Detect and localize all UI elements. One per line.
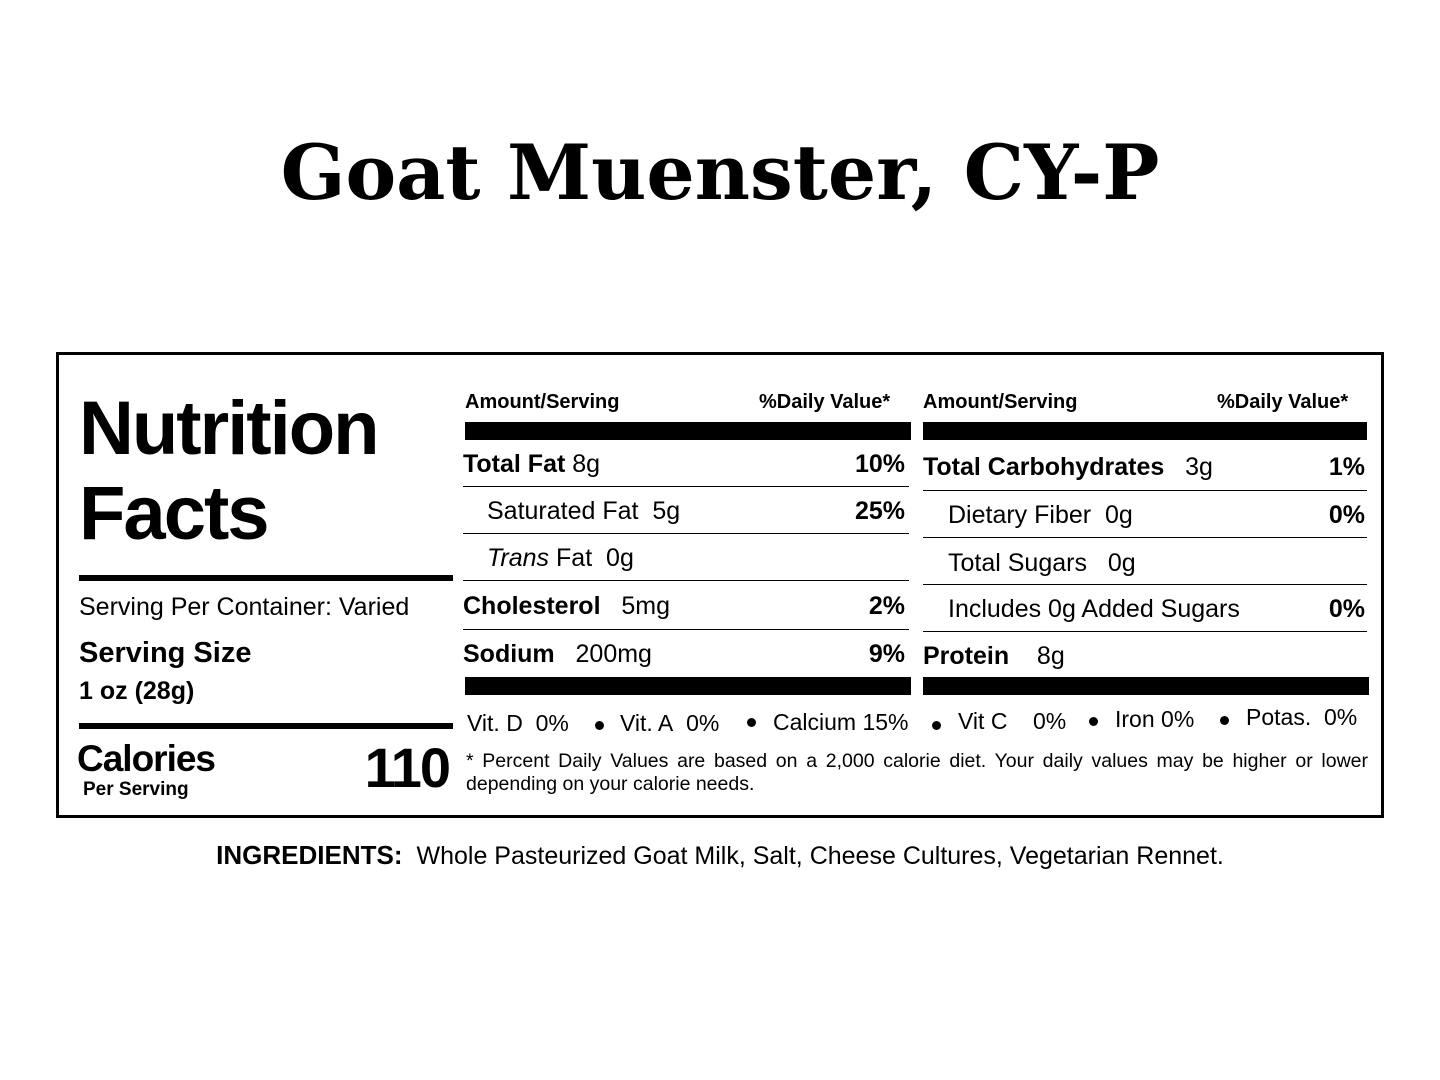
saturated-fat-dv: 25% [854,497,905,525]
potassium: Potas. 0% [1246,704,1358,730]
sodium-dv: 9% [868,640,905,668]
serving-divider [79,723,453,729]
calories-label: Calories [77,738,216,779]
row-divider [923,537,1367,538]
vitamin-c: Vit C 0% [958,708,1067,734]
bullet-separator [1220,716,1229,725]
row-divider [463,580,909,581]
dietary-fiber-dv: 0% [1328,501,1365,529]
ingredients-label: INGREDIENTS: [216,840,403,870]
vitamin-a: Vit. A 0% [620,710,720,736]
calories-value: 110 [364,736,449,799]
row-divider [923,584,1367,585]
heading-divider [79,575,453,581]
bullet-separator [932,721,941,730]
total-fat-dv: 10% [854,450,905,478]
trans-fat-row: Trans Fat 0g [487,544,634,572]
daily-value-footnote: * Percent Daily Values are based on a 2,000 calorie diet. Your daily values may be higher or lower depending on your calorie needs. [466,750,1368,795]
serving-per-container: Serving Per Container: Varied [79,593,410,621]
calcium: Calcium 15% [773,709,909,735]
calories-sub-label: Per Serving [83,779,189,800]
bullet-separator [1089,717,1098,726]
ingredients-line [0,840,1440,871]
cholesterol-row: Cholesterol 5mg [463,592,671,620]
added-sugars-row: Includes 0g Added Sugars [948,595,1240,623]
left-dv-header: %Daily Value* [759,391,891,413]
row-divider [463,629,909,630]
right-dv-header: %Daily Value* [1217,391,1349,413]
left-header-bar [465,422,911,440]
left-bottom-bar [465,677,911,695]
nutrition-heading: Nutrition [79,386,378,471]
left-amount-header: Amount/Serving [465,391,620,413]
sodium-row: Sodium 200mg [463,640,652,668]
nutrition-facts-panel [56,352,1384,818]
row-divider [923,631,1367,632]
row-divider [463,486,909,487]
saturated-fat-row: Saturated Fat 5g [487,497,681,525]
iron: Iron 0% [1115,706,1195,732]
ingredients-text: Whole Pasteurized Goat Milk, Salt, Cheese Cultures, Vegetarian Rennet. [416,842,1224,870]
right-bottom-bar [923,677,1369,695]
serving-size-value: 1 oz (28g) [79,677,195,705]
bullet-separator [747,718,756,727]
product-title: Goat Muenster, CY-P [280,128,1160,217]
protein-row: Protein 8g [923,642,1065,670]
total-carbohydrates-dv: 1% [1328,453,1365,481]
facts-heading: Facts [79,471,268,556]
serving-size-label: Serving Size [79,637,252,669]
dietary-fiber-row: Dietary Fiber 0g [948,501,1133,529]
added-sugars-dv: 0% [1328,595,1365,623]
bullet-separator [595,721,604,730]
row-divider [923,490,1367,491]
cholesterol-dv: 2% [868,592,905,620]
right-header-bar [923,422,1367,440]
row-divider [463,533,909,534]
total-sugars-row: Total Sugars 0g [948,549,1136,577]
vitamin-d: Vit. D 0% [467,710,569,736]
total-carbohydrates-row: Total Carbohydrates 3g [923,453,1213,481]
total-fat-row: Total Fat 8g [463,450,601,478]
right-amount-header: Amount/Serving [923,391,1078,413]
